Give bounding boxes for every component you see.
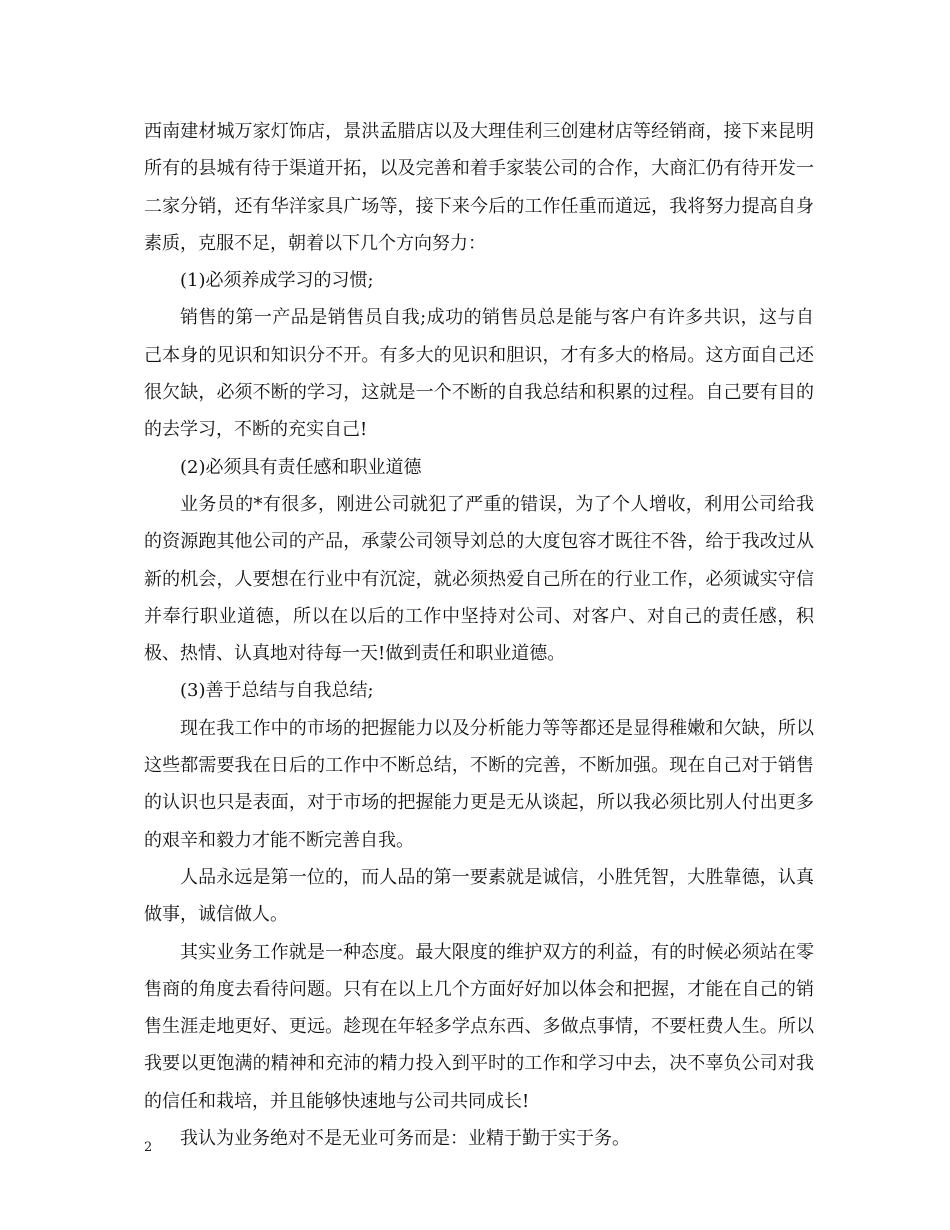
paragraph-summary: 现在我工作中的市场的把握能力以及分析能力等等都还是显得稚嫩和欠缺，所以这些都需要我在日后的工作中不断总结，不断的完善，不断加强。现在自己对于销售的认识也只是表面，对于市场的把握能力更是无从谈起，所以我必须比别人付出更多的艰辛和毅力才能不断完善自我。 bbox=[144, 717, 814, 851]
heading-summary: (3)善于总结与自我总结; bbox=[180, 680, 374, 702]
heading-responsibility: (2)必须具有责任感和职业道德 bbox=[180, 456, 422, 478]
paragraph-conclusion: 我认为业务绝对不是无业可务而是：业精于勤于实于务。 bbox=[180, 1128, 630, 1150]
document-body bbox=[144, 113, 814, 1157]
heading-learning-habit: (1)必须养成学习的习惯; bbox=[180, 270, 374, 292]
paragraph-responsibility: 业务员的*有很多，刚进公司就犯了严重的错误，为了个人增收，利用公司给我的资源跑其他公司的产品，承蒙公司领导刘总的大度包容才既往不咎，给于我改过从新的机会，人要想在行业中有沉淀，就必须热爱自己所在的行业工作，必须诚实守信并奉行职业道德，所以在以后的工作中坚持对公司、对客户、对自己的责任感，积极、热情、认真地对待每一天!做到责任和职业道德。 bbox=[144, 493, 814, 665]
page-number: 2 bbox=[144, 1140, 153, 1155]
paragraph-continuation: 西南建材城万家灯饰店，景洪孟腊店以及大理佳利三创建材店等经销商，接下来昆明所有的县城有待于渠道开拓，以及完善和着手家装公司的合作，大商汇仍有待开发一二家分销，还有华洋家具广场等，接下来今后的工作任重而道远，我将努力提高自身素质，克服不足，朝着以下几个方向努力： bbox=[144, 121, 814, 254]
paragraph-learning: 销售的第一产品是销售员自我;成功的销售员总是能与客户有许多共识，这与自己本身的见识和知识分不开。有多大的见识和胆识，才有多大的格局。这方面自己还很欠缺，必须不断的学习，这就是一个不断的自我总结和积累的过程。自己要有目的的去学习，不断的充实自己! bbox=[144, 307, 814, 441]
paragraph-integrity: 人品永远是第一位的，而人品的第一要素就是诚信，小胜凭智，大胜靠德，认真做事，诚信做人。 bbox=[144, 866, 814, 926]
paragraph-attitude: 其实业务工作就是一种态度。最大限度的维护双方的利益，有的时候必须站在零售商的角度去看待问题。只有在以上几个方面好好加以体会和把握，才能在自己的销售生涯走地更好、更远。趁现在年轻多学点东西、多做点事情，不要枉费人生。所以我要以更饱满的精神和充沛的精力投入到平时的工作和学习中去，决不辜负公司对我的信任和栽培，并且能够快速地与公司共同成长! bbox=[144, 941, 814, 1112]
